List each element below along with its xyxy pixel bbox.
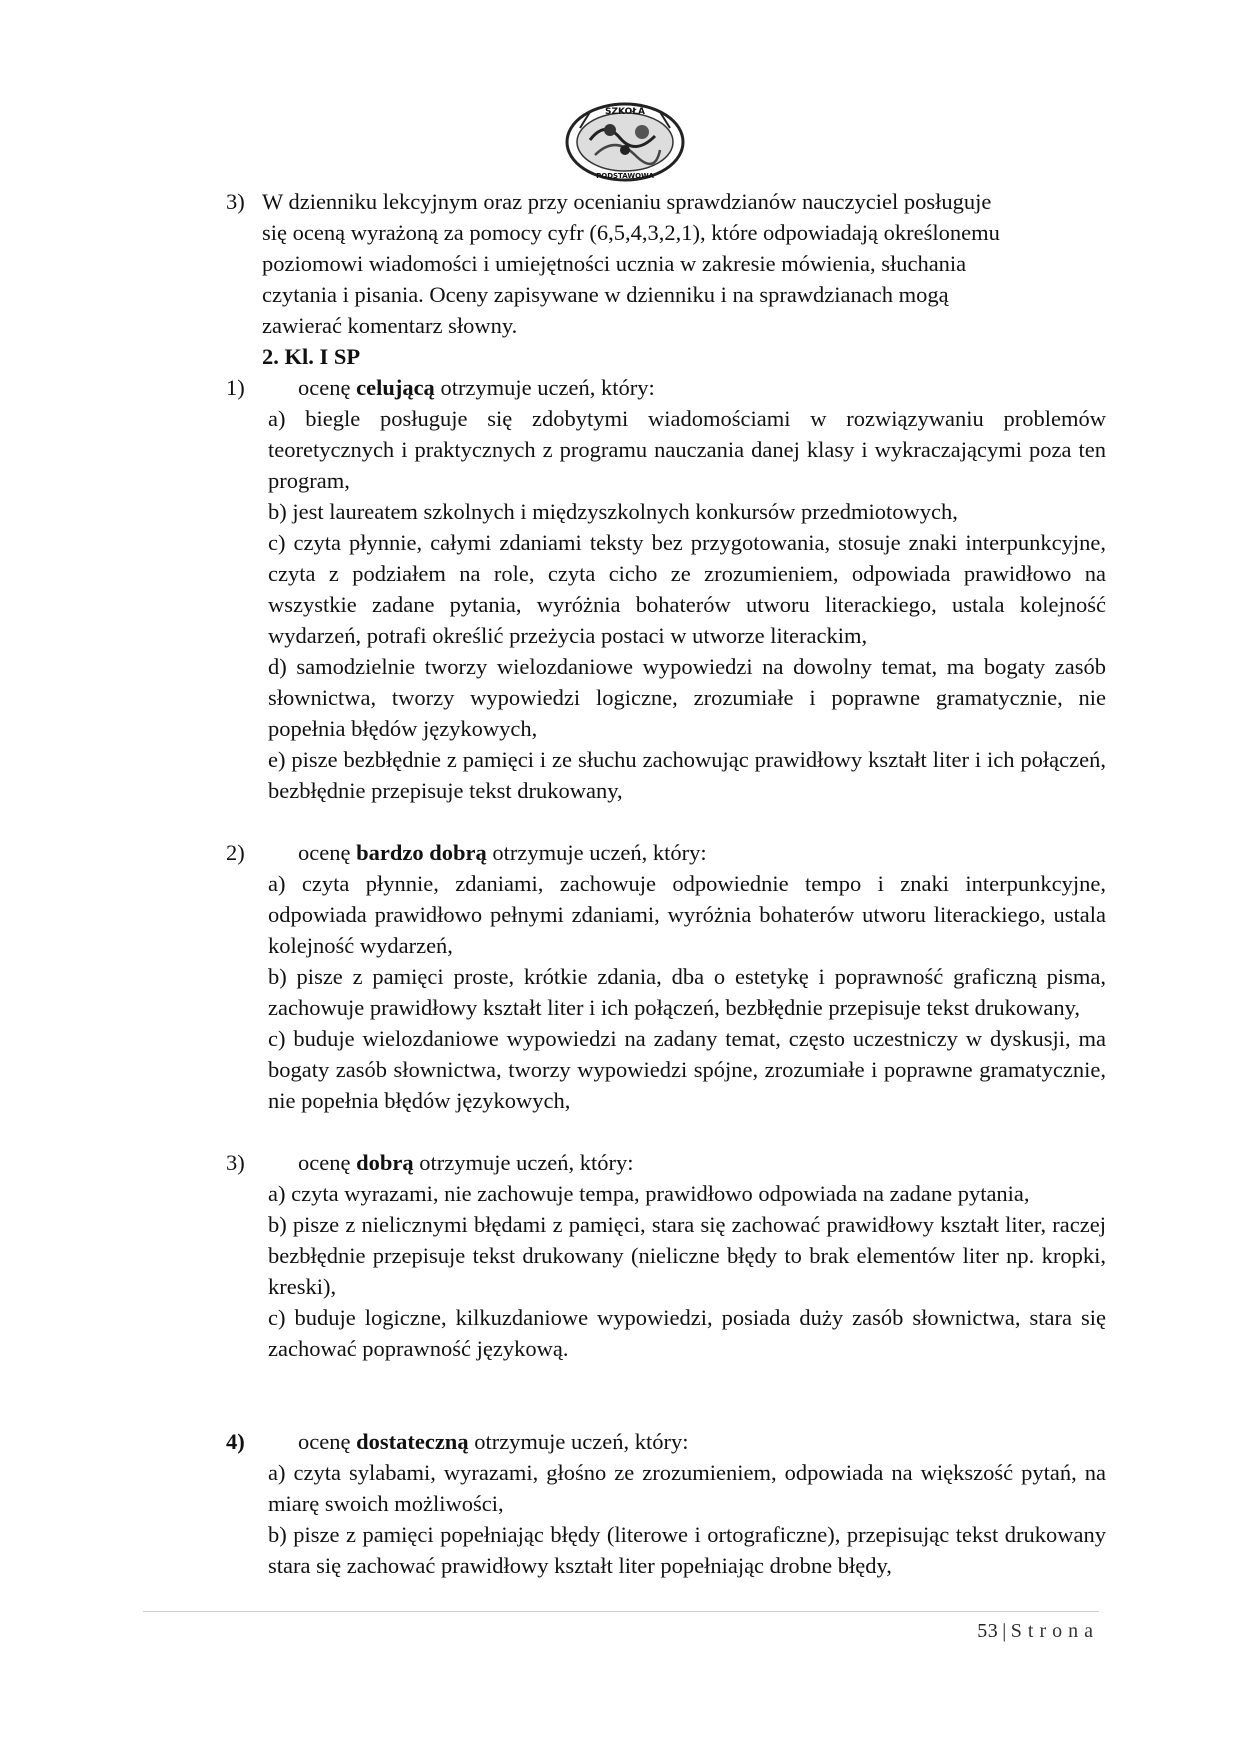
text-line: się oceną wyrażoną za pomocy cyfr (6,5,4,3,2,1), które odpowiadają określonemu [262, 220, 1000, 245]
criterion: a) biegle posługuje się zdobytymi wiadomościami w rozwiązywaniu problemów teoretycznych i praktycznych z programu nauczania danej klasy i wykraczającymi poza ten program, [268, 406, 1106, 493]
list-number: 3) [226, 1150, 245, 1175]
text-line: czytania i pisania. Oceny zapisywane w dzienniku i na sprawdzianach mogą [262, 282, 949, 307]
criterion: c) czyta płynnie, całymi zdaniami teksty bez przygotowania, stosuje znaki interpunkcyjne, czyta z podziałem na role, czyta cicho ze zrozumieniem, odpowiada prawidłowo na wszystkie zadane pytania, wyróżnia bohaterów utworu literackiego, ustala kolejność wydarzeń, potrafi określić przeżycia postaci w utworze literackim, [268, 530, 1106, 648]
grade-item-1 [226, 372, 1106, 403]
grade-name: bardzo dobrą [356, 840, 487, 865]
grade-item-3 [226, 1147, 1106, 1178]
criteria-list-1 [268, 403, 1106, 806]
criterion: a) czyta wyrazami, nie zachowuje tempa, prawidłowo odpowiada na zadane pytania, [268, 1181, 1030, 1206]
criterion: b) pisze z pamięci proste, krótkie zdania, dba o estetykę i poprawność graficzną pisma, zachowuje prawidłowy kształt liter i ich połączeń, bezbłędnie przepisuje tekst drukowany, [268, 964, 1106, 1020]
section-heading: 2. Kl. I SP [262, 344, 361, 369]
list-number: 3) [226, 189, 245, 214]
footer-separator: | [1002, 1620, 1007, 1642]
criteria-list-2 [268, 868, 1106, 1116]
school-emblem-logo [560, 100, 690, 182]
grade-name: dobrą [356, 1150, 414, 1175]
criteria-list-4 [268, 1457, 1106, 1581]
criterion: b) pisze z pamięci popełniając błędy (literowe i ortograficzne), przepisując tekst drukowany stara się zachować prawidłowy kształt liter popełniając drobne błędy, [268, 1522, 1106, 1578]
grade-item-4 [226, 1426, 1106, 1457]
paragraph-text [262, 186, 1106, 341]
criterion: a) czyta sylabami, wyrazami, głośno ze zrozumieniem, odpowiada na większość pytań, na miarę swoich możliwości, [268, 1460, 1106, 1516]
page-number: 53 [977, 1620, 999, 1642]
rule-3-paragraph [226, 186, 1106, 341]
grade-line: ocenę dostateczną otrzymuje uczeń, który: [298, 1429, 689, 1454]
criterion: c) buduje wielozdaniowe wypowiedzi na zadany temat, często uczestniczy w dyskusji, ma bogaty zasób słownictwa, tworzy wypowiedzi spójne, zrozumiałe i poprawne gramatycznie, nie popełnia błędów językowych, [268, 1026, 1106, 1113]
list-number: 1) [226, 375, 245, 400]
criterion: b) pisze z nielicznymi błędami z pamięci, stara się zachować prawidłowy kształt liter, raczej bezbłędnie przepisuje tekst drukowany (nieliczne błędy to brak elementów liter np. kropki, kreski), [268, 1212, 1106, 1299]
footer-label: Strona [1010, 1620, 1099, 1642]
page-footer [977, 1620, 1099, 1643]
list-number: 2) [226, 840, 245, 865]
grade-item-2 [226, 837, 1106, 868]
svg-text:PODSTAWOWA: PODSTAWOWA [596, 172, 654, 180]
text-line: poziomowi wiadomości i umiejętności ucznia w zakresie mówienia, słuchania [262, 251, 967, 276]
grade-line: ocenę celującą otrzymuje uczeń, który: [298, 375, 655, 400]
text-line: zawierać komentarz słowny. [262, 313, 518, 338]
criterion: e) pisze bezbłędnie z pamięci i ze słuchu zachowując prawidłowy kształt liter i ich połączeń, bezbłędnie przepisuje tekst drukowany, [268, 747, 1106, 803]
footer-divider [143, 1611, 1099, 1612]
criterion: a) czyta płynnie, zdaniami, zachowuje odpowiednie tempo i znaki interpunkcyjne, odpowiada prawidłowo pełnymi zdaniami, wyróżnia bohaterów utworu literackiego, ustala kolejność wydarzeń, [268, 871, 1106, 958]
text-line: W dzienniku lekcyjnym oraz przy ocenianiu sprawdzianów nauczyciel posługuje [262, 189, 992, 214]
grade-line: ocenę bardzo dobrą otrzymuje uczeń, który: [298, 840, 707, 865]
criteria-list-3 [268, 1178, 1106, 1364]
grade-name: celującą [356, 375, 435, 400]
grade-name: dostateczną [356, 1429, 469, 1454]
grade-line: ocenę dobrą otrzymuje uczeń, który: [298, 1150, 634, 1175]
list-number: 4) [226, 1429, 245, 1454]
criterion: c) buduje logiczne, kilkuzdaniowe wypowiedzi, posiada duży zasób słownictwa, stara się zachować poprawność językową. [268, 1305, 1106, 1361]
criterion: b) jest laureatem szkolnych i międzyszkolnych konkursów przedmiotowych, [268, 499, 958, 524]
svg-text:SZKOŁA: SZKOŁA [605, 107, 645, 117]
criterion: d) samodzielnie tworzy wielozdaniowe wypowiedzi na dowolny temat, ma bogaty zasób słownictwa, tworzy wypowiedzi logiczne, zrozumiałe i poprawne gramatycznie, nie popełnia błędów językowych, [268, 654, 1106, 741]
